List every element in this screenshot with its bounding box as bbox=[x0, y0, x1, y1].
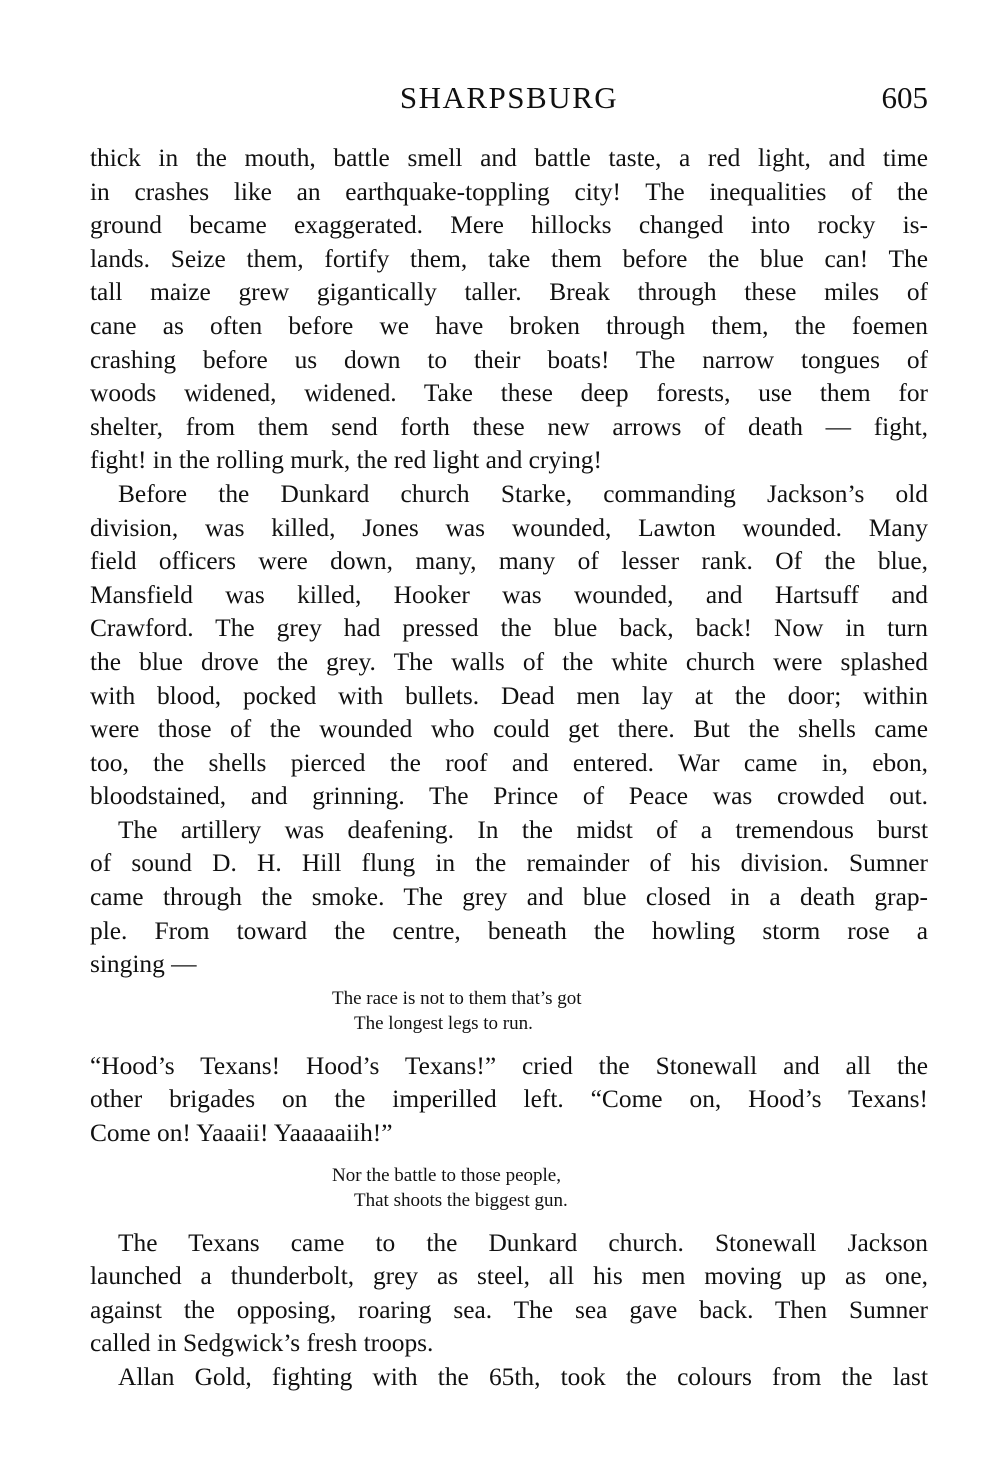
text-line: Allan Gold, fighting with the 65th, took the colours from the last bbox=[118, 1363, 928, 1391]
page-body bbox=[90, 142, 928, 1395]
verse-line: The longest legs to run. bbox=[354, 1013, 533, 1035]
text-line: Crawford. The grey had pressed the blue back, back! Now in turn bbox=[90, 614, 928, 643]
text-line: woods widened, widened. Take these deep forests, use them for bbox=[90, 379, 928, 408]
text-line: thick in the mouth, battle smell and battle taste, a red light, and time bbox=[90, 144, 928, 172]
text-line: cane as often before we have broken through them, the foemen bbox=[90, 311, 928, 340]
text-line: fight! in the rolling murk, the red light and crying! bbox=[90, 446, 602, 475]
text-line: of sound D. H. Hill flung in the remainder of his division. Sumner bbox=[90, 849, 928, 878]
text-line: The Texans came to the Dunkard church. Stonewall Jackson bbox=[118, 1228, 928, 1257]
paragraph-5 bbox=[90, 1227, 928, 1361]
text-line: came through the smoke. The grey and blue closed in a death grap- bbox=[90, 883, 928, 912]
text-line: too, the shells pierced the roof and entered. War came in, ebon, bbox=[90, 748, 928, 777]
text-line: ple. From toward the centre, beneath the howling storm rose a bbox=[90, 916, 928, 945]
verse-line: The race is not to them that’s got bbox=[332, 987, 582, 1009]
text-line: tall maize grew gigantically taller. Break through these miles of bbox=[90, 278, 928, 307]
text-line: other brigades on the imperilled left. “Come on, Hood’s Texans! bbox=[90, 1085, 928, 1114]
text-line: shelter, from them send forth these new arrows of death — fight, bbox=[90, 412, 928, 441]
text-line: the blue drove the grey. The walls of the white church were splashed bbox=[90, 647, 928, 676]
text-line: singing — bbox=[90, 950, 197, 979]
text-line: were those of the wounded who could get there. But the shells came bbox=[90, 715, 928, 744]
paragraph-6 bbox=[90, 1361, 928, 1395]
page-header bbox=[90, 76, 928, 120]
text-line: Mansfield was killed, Hooker was wounded, and Hartsuff and bbox=[90, 580, 928, 609]
verse-line: That shoots the biggest gun. bbox=[354, 1190, 568, 1212]
paragraph-2 bbox=[90, 478, 928, 814]
verse-line: Nor the battle to those people, bbox=[332, 1164, 561, 1186]
text-line: in crashes like an earthquake-toppling city! The inequalities of the bbox=[90, 177, 928, 206]
page-number: 605 bbox=[881, 80, 928, 115]
running-title: SHARPSBURG bbox=[399, 80, 619, 115]
text-line: “Hood’s Texans! Hood’s Texans!” cried the Stonewall and all the bbox=[90, 1051, 928, 1080]
text-line: with blood, pocked with bullets. Dead men lay at the door; within bbox=[90, 681, 928, 710]
verse-quote-1 bbox=[332, 986, 928, 1037]
text-line: Come on! Yaaaii! Yaaaaaiih!” bbox=[90, 1119, 393, 1148]
text-line: ground became exaggerated. Mere hillocks changed into rocky is- bbox=[90, 211, 928, 240]
verse-quote-2 bbox=[332, 1163, 928, 1214]
text-line: called in Sedgwick’s fresh troops. bbox=[90, 1329, 434, 1358]
text-line: launched a thunderbolt, grey as steel, all his men moving up as one, bbox=[90, 1262, 928, 1291]
text-line: Before the Dunkard church Starke, commanding Jackson’s old bbox=[118, 479, 928, 508]
text-line: against the opposing, roaring sea. The sea gave back. Then Sumner bbox=[90, 1295, 928, 1324]
text-line: lands. Seize them, fortify them, take them before the blue can! The bbox=[90, 244, 928, 273]
text-line: bloodstained, and grinning. The Prince of Peace was crowded out. bbox=[90, 782, 928, 811]
text-line: The artillery was deafening. In the midst of a tremendous burst bbox=[118, 815, 928, 844]
text-line: division, was killed, Jones was wounded, Lawton wounded. Many bbox=[90, 513, 928, 542]
paragraph-4 bbox=[90, 1050, 928, 1151]
text-line: crashing before us down to their boats! The narrow tongues of bbox=[90, 345, 928, 374]
paragraph-3 bbox=[90, 814, 928, 982]
paragraph-1 bbox=[90, 142, 928, 478]
text-line: field officers were down, many, many of lesser rank. Of the blue, bbox=[90, 547, 928, 576]
